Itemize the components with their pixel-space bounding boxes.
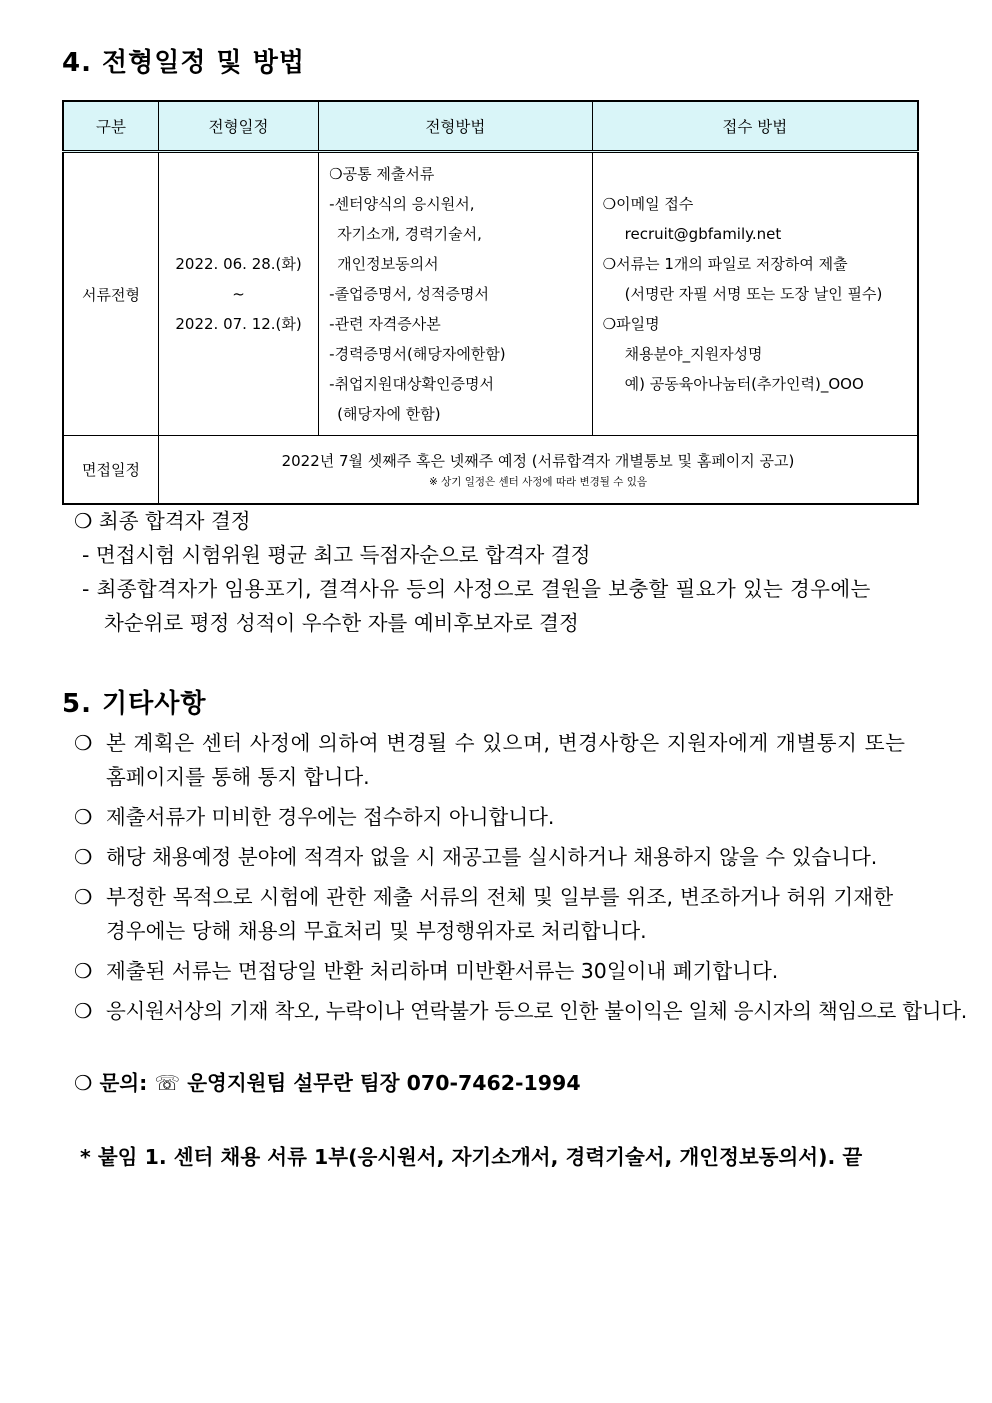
final-item: - 면접시험 시험위원 평균 최고 득점자순으로 합격자 결정 <box>82 543 591 567</box>
misc-items-block <box>74 726 967 1028</box>
method-line: -관련 자격증사본 <box>329 315 441 333</box>
method-line: 개인정보동의서 <box>337 255 439 273</box>
table-row-interview <box>63 436 918 504</box>
doc-date-start: 2022. 06. 28.(화) <box>175 255 302 273</box>
receipt-line: ❍이메일 접수 <box>602 195 694 213</box>
section-4-title: 4. 전형일정 및 방법 <box>62 48 305 78</box>
header-schedule: 전형일정 <box>158 101 318 152</box>
table-header-row <box>63 101 918 152</box>
misc-item <box>74 840 934 874</box>
receipt-line: 예) 공동육아나눔터(추가인력)_OOO <box>624 375 864 393</box>
misc-item-continued: 홈페이지를 통해 통지 합니다. <box>106 765 370 789</box>
misc-item-text: 응시원서상의 기재 착오, 누락이나 연락불가 등으로 인한 불이익은 일체 응시자의 책임으로 합니다. <box>106 999 967 1023</box>
doc-category: 서류전형 <box>63 152 158 436</box>
section-5-title: 5. 기타사항 <box>62 689 207 719</box>
table-row-document <box>63 152 918 436</box>
misc-item <box>74 880 934 914</box>
contact-line: ❍ 문의: ☏ 운영지원팀 설무란 팀장 070-7462-1994 <box>74 1071 581 1095</box>
method-line: -센터양식의 응시원서, <box>329 195 475 213</box>
attachment-line: * 붙임 1. 센터 채용 서류 1부(응시원서, 자기소개서, 경력기술서, 개인정보동의서). 끝 <box>80 1145 863 1169</box>
bullet-icon: ❍ <box>74 959 93 983</box>
final-item-continued: 차순위로 평정 성적이 우수한 자를 예비후보자로 결정 <box>104 611 579 635</box>
doc-receipt <box>592 152 918 436</box>
misc-item-text: 해당 채용예정 분야에 적격자 없을 시 재공고를 실시하거나 채용하지 않을 수 있습니다. <box>106 845 878 869</box>
interview-cell <box>158 436 918 504</box>
header-receipt: 접수 방법 <box>592 101 918 152</box>
misc-item <box>74 726 934 760</box>
final-item: - 최종합격자가 임용포기, 결격사유 등의 사정으로 결원을 보충할 필요가 있는 경우에는 <box>82 577 871 601</box>
method-line: ❍공통 제출서류 <box>329 165 435 183</box>
method-line: -졸업증명서, 성적증명서 <box>329 285 490 303</box>
final-heading: ❍ 최종 합격자 결정 <box>74 509 251 533</box>
bullet-icon: ❍ <box>74 731 93 755</box>
bullet-icon: ❍ <box>74 805 93 829</box>
doc-date-end: 2022. 07. 12.(화) <box>175 315 302 333</box>
final-selection-block <box>74 504 934 640</box>
receipt-line: (서명란 자필 서명 또는 도장 날인 필수) <box>624 285 883 303</box>
misc-item <box>74 800 934 834</box>
receipt-line: recruit@gbfamily.net <box>624 225 782 243</box>
interview-note: ※ 상기 일정은 센터 사정에 따라 변경될 수 있음 <box>428 476 648 489</box>
header-category: 구분 <box>63 101 158 152</box>
method-line: -경력증명서(해당자에한함) <box>329 345 506 363</box>
receipt-line: ❍서류는 1개의 파일로 저장하여 제출 <box>602 255 848 273</box>
header-method: 전형방법 <box>319 101 592 152</box>
misc-item <box>74 954 934 988</box>
doc-method <box>319 152 592 436</box>
bullet-icon: ❍ <box>74 999 93 1023</box>
bullet-icon: ❍ <box>74 885 93 909</box>
doc-date <box>158 152 318 436</box>
doc-date-separator: ~ <box>232 285 245 303</box>
misc-item <box>74 994 967 1028</box>
method-line: 자기소개, 경력기술서, <box>337 225 482 243</box>
interview-schedule: 2022년 7월 셋째주 혹은 넷째주 예정 (서류합격자 개별통보 및 홈페이지 공고) <box>281 452 795 471</box>
schedule-table <box>62 100 919 505</box>
method-line: -취업지원대상확인증명서 <box>329 375 494 393</box>
method-line: (해당자에 한함) <box>337 405 441 423</box>
receipt-line: 채용분야_지원자성명 <box>624 345 763 363</box>
interview-category: 면접일정 <box>63 436 158 504</box>
misc-item-text: 제출서류가 미비한 경우에는 접수하지 아니합니다. <box>106 805 555 829</box>
bullet-icon: ❍ <box>74 845 93 869</box>
misc-item-text: 본 계획은 센터 사정에 의하여 변경될 수 있으며, 변경사항은 지원자에게 개별통지 또는 <box>106 731 906 755</box>
misc-item-text: 부정한 목적으로 시험에 관한 제출 서류의 전체 및 일부를 위조, 변조하거나 허위 기재한 <box>106 885 894 909</box>
misc-item-continued: 경우에는 당해 채용의 무효처리 및 부정행위자로 처리합니다. <box>106 919 647 943</box>
receipt-line: ❍파일명 <box>602 315 660 333</box>
misc-item-text: 제출된 서류는 면접당일 반환 처리하며 미반환서류는 30일이내 폐기합니다. <box>106 959 779 983</box>
